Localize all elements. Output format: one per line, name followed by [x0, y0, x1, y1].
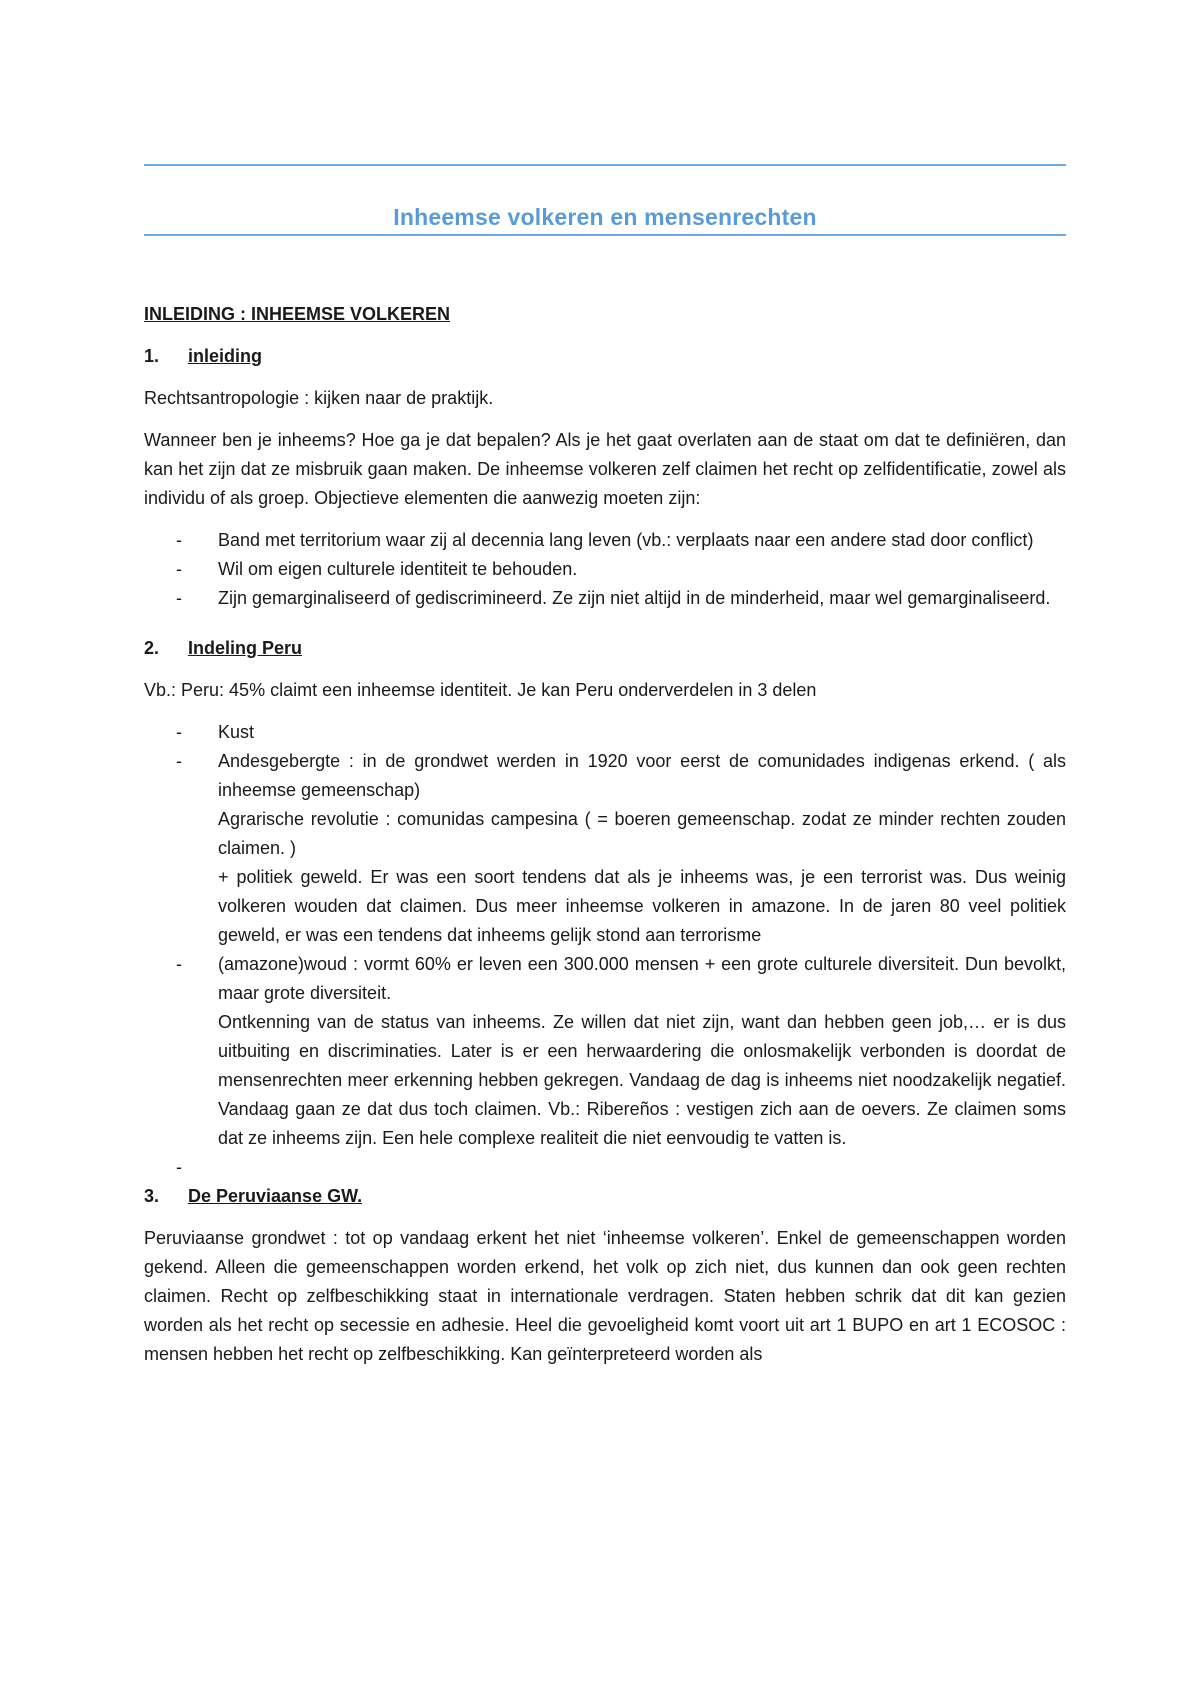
paragraph: Wanneer ben je inheems? Hoe ga je dat bepalen? Als je het gaat overlaten aan de staat om dat te definiëren, dan kan het zijn dat ze misbruik gaan maken. De inheemse volkeren zelf claimen het recht op zelfidentificatie, zowel als individu of als groep. Objectieve elementen die aanwezig moeten zijn: [144, 430, 1066, 508]
list-item-text: (amazone)woud : vormt 60% er leven een 300.000 mensen + een grote culturele diversiteit. Dun bevolkt, maar grote diversiteit. [218, 954, 1066, 1003]
list-item-text: Andesgebergte : in de grondwet werden in 1920 voor eerst de comunidades indigenas erkend. ( als inheemse gemeenschap) [218, 751, 1066, 800]
paragraph: Vb.: Peru: 45% claimt een inheemse identiteit. Je kan Peru onderverdelen in 3 delen [144, 680, 817, 700]
list-item-text: Ontkenning van de status van inheems. Ze willen dat niet zijn, want dan hebben geen job,… er is dus uitbuiting en discriminaties. Later is er een herwaardering die onlosmakelijk verbonden is doordat de mensenrechten meer erkenning hebben gekregen. Vandaag de dag is inheems niet noodzakelijk negatief. Vandaag gaan ze dat dus toch claimen. Vb.: Ribereños : vestigen zich aan de oevers. Ze claimen soms dat ze inheems zijn. Een hele complexe realiteit die niet eenvoudig te vatten is. [218, 1012, 1066, 1148]
list-item-text: Agrarische revolutie : comunidas campesina ( = boeren gemeenschap. zodat ze minder rechten zouden claimen. ) [218, 809, 1066, 858]
dash-marker: - [176, 722, 182, 742]
dash-marker: - [176, 530, 182, 550]
list-item [144, 526, 1066, 555]
list-item [144, 718, 1066, 747]
section-2-heading [144, 634, 1066, 663]
chapter-heading: INLEIDING : INHEEMSE VOLKEREN [144, 304, 451, 324]
paragraph: Peruviaanse grondwet : tot op vandaag erkent het niet ‘inheemse volkeren’. Enkel de gemeenschappen worden gekend. Alleen die gemeenschappen worden erkend, het volk op zich niet, dus kunnen dan ook geen rechten claimen. Recht op zelfbeschikking staat in internationale verdragen. Staten hebben schrik dat dit kan gezien worden als het recht op secessie en adhesie. Heel die gevoeligheid komt voort uit art 1 BUPO en art 1 ECOSOC : mensen hebben het recht op zelfbeschikking. Kan geïnterpreteerd worden als [144, 1228, 1066, 1364]
dash-marker: - [176, 559, 182, 579]
list-item-text: Zijn gemarginaliseerd of gediscrimineerd. Ze zijn niet altijd in de minderheid, maar wel gemarginaliseerd. [218, 588, 1051, 608]
bullet-list [144, 526, 1066, 613]
section-title: inleiding [188, 346, 262, 366]
section-1-heading [144, 342, 1066, 371]
list-item [144, 950, 1066, 1153]
paragraph: Rechtsantropologie : kijken naar de praktijk. [144, 388, 494, 408]
dash-marker: - [176, 751, 182, 771]
document-body [144, 300, 1066, 1382]
section-title: Indeling Peru [188, 638, 303, 658]
list-item-text: Band met territorium waar zij al decennia lang leven (vb.: verplaats naar een andere stad door conflict) [218, 530, 1034, 550]
title-top-rule [144, 164, 1066, 166]
dash-marker: - [176, 588, 182, 608]
list-item-text: Kust [218, 722, 255, 742]
section-number: 2. [144, 638, 160, 658]
list-item [144, 747, 1066, 950]
section-number: 1. [144, 346, 160, 366]
list-item-text: + politiek geweld. Er was een soort tendens dat als je inheems was, je een terrorist was. Dus weinig volkeren wouden dat claimen. Dus meer inheemse volkeren in amazone. In de jaren 80 veel politiek geweld, er was een tendens dat inheems gelijk stond aan terrorisme [218, 867, 1066, 945]
title-bottom-rule [144, 234, 1066, 236]
list-item [144, 584, 1066, 613]
section-3-heading [144, 1182, 1066, 1211]
bullet-list [144, 718, 1066, 1153]
document-title: Inheemse volkeren en mensenrechten [393, 204, 817, 230]
list-item [144, 555, 1066, 584]
empty-list-dash: - [176, 1157, 182, 1177]
section-title: De Peruviaanse GW. [188, 1186, 363, 1206]
dash-marker: - [176, 954, 182, 974]
section-number: 3. [144, 1186, 160, 1206]
list-item-text: Wil om eigen culturele identiteit te behouden. [218, 559, 578, 579]
